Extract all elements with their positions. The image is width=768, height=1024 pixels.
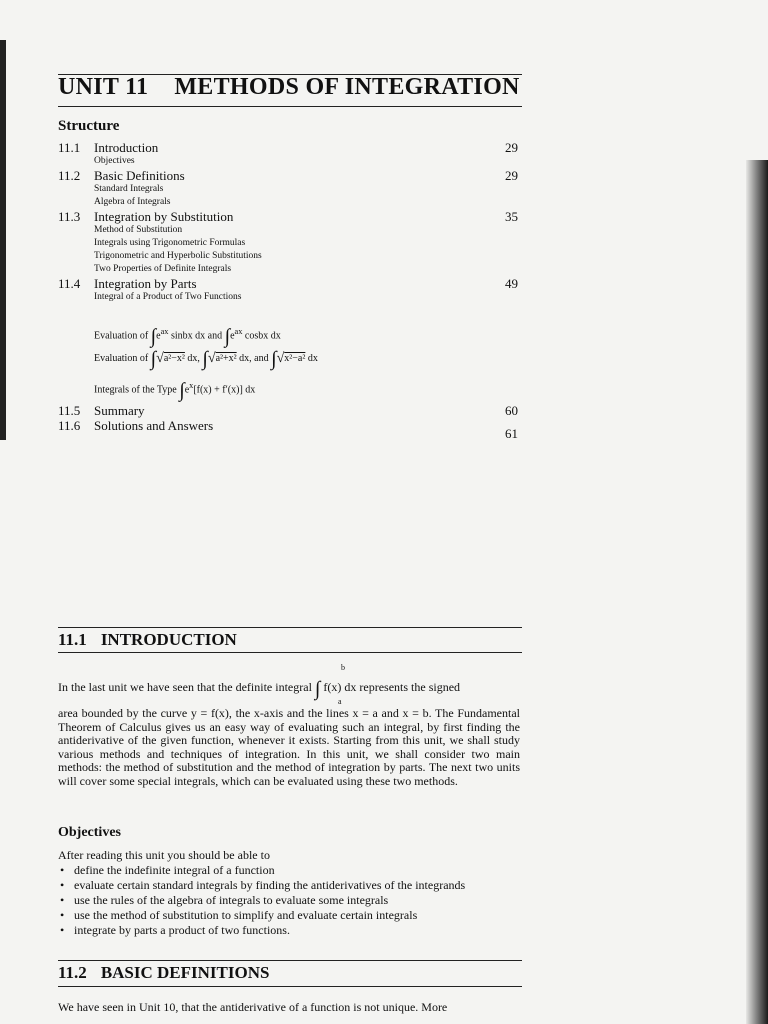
integral-sign: ∫ — [179, 379, 185, 402]
title-rule — [58, 106, 522, 107]
unit-name: METHODS OF INTEGRATION — [174, 74, 520, 100]
integral-sign: ∫ — [314, 678, 321, 700]
formula-radicand: a²−x² — [163, 353, 185, 364]
toc-label: Summary — [94, 403, 145, 418]
toc-subentry: Algebra of Integrals — [94, 197, 171, 207]
formula-term: dx — [307, 353, 318, 364]
toc-page: 29 — [505, 140, 518, 155]
toc-entry — [58, 209, 518, 224]
toc-subentry: Objectives — [94, 156, 135, 166]
intro-text: In the last unit we have seen that the definite integral — [58, 680, 312, 694]
integral-sign: ∫ — [224, 325, 231, 348]
toc-subentry: Method of Substitution — [94, 225, 183, 235]
toc-label: Basic Definitions — [94, 168, 185, 183]
scan-right-edge — [746, 160, 768, 1024]
section-title: INTRODUCTION — [100, 630, 237, 649]
toc-number: 11.5 — [58, 403, 81, 418]
list-item: • use the rules of the algebra of integrals to evaluate some integrals — [58, 893, 528, 908]
section-number: 11.1 — [58, 630, 87, 649]
formula-label: Evaluation of — [94, 330, 149, 342]
toc-label: Introduction — [94, 140, 159, 155]
toc-page: 49 — [505, 276, 518, 291]
objectives-heading: Objectives — [58, 825, 121, 840]
section-heading-introduction — [58, 630, 237, 650]
integral-lower-limit: a — [338, 697, 342, 706]
list-item: • use the method of substitution to simplify and evaluate certain integrals — [58, 908, 528, 923]
formula-term: e — [230, 330, 235, 342]
toc-label: Integration by Parts — [94, 276, 197, 291]
sqrt-sign: √ — [156, 351, 164, 366]
toc-entry — [58, 403, 518, 418]
formula-exponent: ax — [160, 327, 169, 336]
toc-subentry: Integral of a Product of Two Functions — [94, 292, 242, 302]
intro-paragraph: area bounded by the curve y = f(x), the x-axis and the lines x = a and x = b. The Fundamental Theorem of Calculus gives us an easy way of evaluating such an integral, by first finding the antiderivative of the given function, whenever it exists. Starting from this unit, we shall study various methods and techniques of integration. In this unit, we shall consider two main methods: the method of substitution and the method of integration by parts. The next two units will cover some special integrals, which can be evaluated using these two methods. — [58, 706, 520, 788]
toc-subentry: Two Properties of Definite Integrals — [94, 264, 232, 274]
formula-conjunction: and — [207, 330, 223, 342]
formula-term: [f(x) + f′(x)] dx — [193, 384, 256, 396]
formula-term: dx, — [187, 353, 200, 364]
toc-page: 35 — [505, 209, 518, 224]
formula-radicand: x²−a² — [284, 353, 306, 364]
toc-entry — [58, 276, 518, 291]
basic-definitions-paragraph: We have seen in Unit 10, that the antiderivative of a function is not unique. More — [58, 1000, 448, 1014]
formula-term: dx, and — [239, 353, 269, 364]
formula-term: cosbx dx — [244, 330, 281, 342]
integral-sign: ∫ — [150, 325, 157, 348]
formula-radicand: a²+x² — [215, 353, 237, 364]
objectives-list — [58, 848, 528, 938]
sqrt-sign: √ — [276, 351, 285, 366]
list-item: • define the indefinite integral of a function — [58, 863, 528, 878]
toc-entry — [58, 418, 518, 441]
toc-subentry: Standard Integrals — [94, 184, 164, 194]
scan-left-edge — [0, 40, 6, 440]
list-item: • evaluate certain standard integrals by finding the antiderivatives of the integrands — [58, 878, 528, 893]
integral-sign: ∫ — [271, 348, 277, 370]
objectives-intro: After reading this unit you should be able to — [58, 848, 270, 862]
formula-exponent: x — [189, 381, 194, 390]
table-of-contents — [58, 140, 518, 441]
section-rule — [58, 627, 522, 628]
toc-number: 11.2 — [58, 168, 81, 183]
formula-term: e — [156, 330, 161, 342]
formula-label: Evaluation of — [94, 353, 149, 364]
formula-label: Integrals of the Type — [94, 384, 177, 396]
integral-upper-limit: b — [341, 663, 345, 672]
section-title: BASIC DEFINITIONS — [100, 963, 270, 982]
section-rule — [58, 960, 522, 961]
toc-number: 11.6 — [58, 418, 81, 433]
unit-number: UNIT 11 — [58, 74, 149, 100]
intro-first-line — [58, 678, 520, 700]
toc-number: 11.3 — [58, 209, 81, 224]
toc-entry — [58, 140, 518, 155]
toc-subentry: Trigonometric and Hyperbolic Substitutions — [94, 251, 262, 261]
section-heading-basic-definitions — [58, 963, 269, 983]
toc-page: 61 — [505, 426, 518, 441]
toc-number: 11.1 — [58, 140, 81, 155]
intro-text: f(x) dx represents the signed — [323, 680, 461, 694]
formula-exp-trig — [58, 318, 518, 348]
toc-label: Integration by Substitution — [94, 209, 234, 224]
formula-term: e — [184, 384, 190, 396]
toc-page: 29 — [505, 168, 518, 183]
formula-sqrt — [58, 345, 518, 372]
integral-sign: ∫ — [150, 348, 157, 370]
sqrt-sign: √ — [207, 351, 216, 366]
section-rule — [58, 986, 522, 987]
section-number: 11.2 — [58, 963, 87, 982]
section-rule — [58, 652, 522, 653]
toc-page: 60 — [505, 403, 518, 418]
formula-exponent: ax — [234, 327, 243, 336]
toc-label: Solutions and Answers — [94, 418, 214, 433]
integral-sign: ∫ — [202, 348, 208, 370]
toc-entry — [58, 168, 518, 183]
formula-term: sinbx dx — [170, 330, 206, 342]
toc-number: 11.4 — [58, 276, 81, 291]
toc-subentry: Integrals using Trigonometric Formulas — [94, 238, 246, 248]
unit-title — [58, 74, 520, 101]
list-item: • integrate by parts a product of two functions. — [58, 923, 528, 938]
formula-type — [58, 372, 518, 402]
structure-heading: Structure — [58, 118, 120, 134]
